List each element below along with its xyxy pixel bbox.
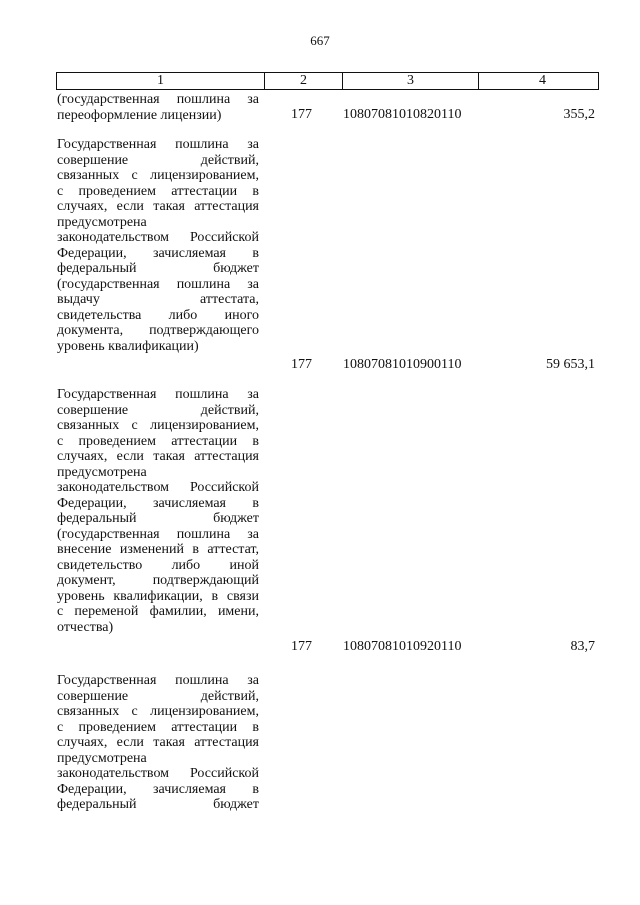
row-description (57, 387, 259, 635)
description-line: документа, подтверждающего (57, 323, 259, 338)
description-line: Федерации, зачисляемая в (57, 495, 259, 511)
description-line: законодательством Российской (57, 766, 259, 781)
description-line: случаях, если такая аттестация (57, 735, 259, 750)
description-line: с переменой фамилии, имени, (57, 604, 259, 619)
row-code-admin: 177 (291, 357, 312, 372)
column-header-4: 4 (479, 73, 599, 90)
description-line: федеральный бюджет (57, 797, 259, 812)
row-code-admin: 177 (291, 107, 312, 122)
row-description (57, 137, 259, 354)
table-header (56, 72, 599, 90)
description-line: (государственная пошлина за (57, 526, 259, 542)
column-header-3: 3 (343, 73, 479, 90)
description-line: Федерации, зачисляемая в (57, 245, 259, 261)
description-line: (государственная пошлина за (57, 276, 259, 292)
description-line: Государственная пошлина за (57, 137, 259, 152)
row-description (57, 673, 259, 813)
column-header-2: 2 (265, 73, 343, 90)
description-line: законодательством Российской (57, 480, 259, 495)
description-line: документ, подтверждающий (57, 573, 259, 588)
description-line: отчества) (57, 619, 114, 635)
description-line: федеральный бюджет (57, 261, 259, 276)
table-row (0, 387, 640, 657)
row-kbk-code: 10807081010820110 (343, 107, 462, 122)
page-number: 667 (310, 33, 330, 48)
description-line: с проведением аттестации в (57, 719, 259, 735)
table-row (0, 137, 640, 377)
description-line: выдачу аттестата, (57, 292, 259, 307)
description-line: случаях, если такая аттестация (57, 449, 259, 464)
description-line: Государственная пошлина за (57, 673, 259, 688)
description-line: федеральный бюджет (57, 511, 259, 526)
row-amount: 355,2 (563, 107, 595, 122)
description-line: уровень квалификации) (57, 338, 199, 354)
description-line: (государственная пошлина за (57, 92, 259, 107)
description-line: связанных с лицензированием, (57, 704, 259, 719)
description-line: случаях, если такая аттестация (57, 199, 259, 214)
description-line: совершение действий, (57, 688, 259, 704)
row-kbk-code: 10807081010920110 (343, 639, 462, 654)
description-line: свидетельства либо иного (57, 307, 259, 323)
row-code-admin: 177 (291, 639, 312, 654)
row-kbk-code: 10807081010900110 (343, 357, 462, 372)
description-line: с проведением аттестации в (57, 183, 259, 199)
description-line: совершение действий, (57, 152, 259, 168)
description-line: предусмотрена (57, 214, 147, 230)
description-line: совершение действий, (57, 402, 259, 418)
description-line: уровень квалификации, в связи (57, 588, 259, 604)
table-row (0, 673, 640, 823)
description-line: Государственная пошлина за (57, 387, 259, 402)
description-line: свидетельство либо иной (57, 557, 259, 573)
description-line: с проведением аттестации в (57, 433, 259, 449)
description-line: внесение изменений в аттестат, (57, 542, 259, 557)
row-amount: 59 653,1 (546, 357, 595, 372)
description-line: связанных с лицензированием, (57, 168, 259, 183)
column-header-1: 1 (57, 73, 265, 90)
row-amount: 83,7 (570, 639, 595, 654)
row-description (57, 92, 259, 123)
description-line: Федерации, зачисляемая в (57, 781, 259, 797)
description-line: предусмотрена (57, 464, 147, 480)
table-row (0, 92, 640, 132)
description-line: связанных с лицензированием, (57, 418, 259, 433)
description-line: законодательством Российской (57, 230, 259, 245)
table-header-row (57, 73, 599, 90)
description-line: переоформление лицензии) (57, 107, 222, 123)
description-line: предусмотрена (57, 750, 147, 766)
